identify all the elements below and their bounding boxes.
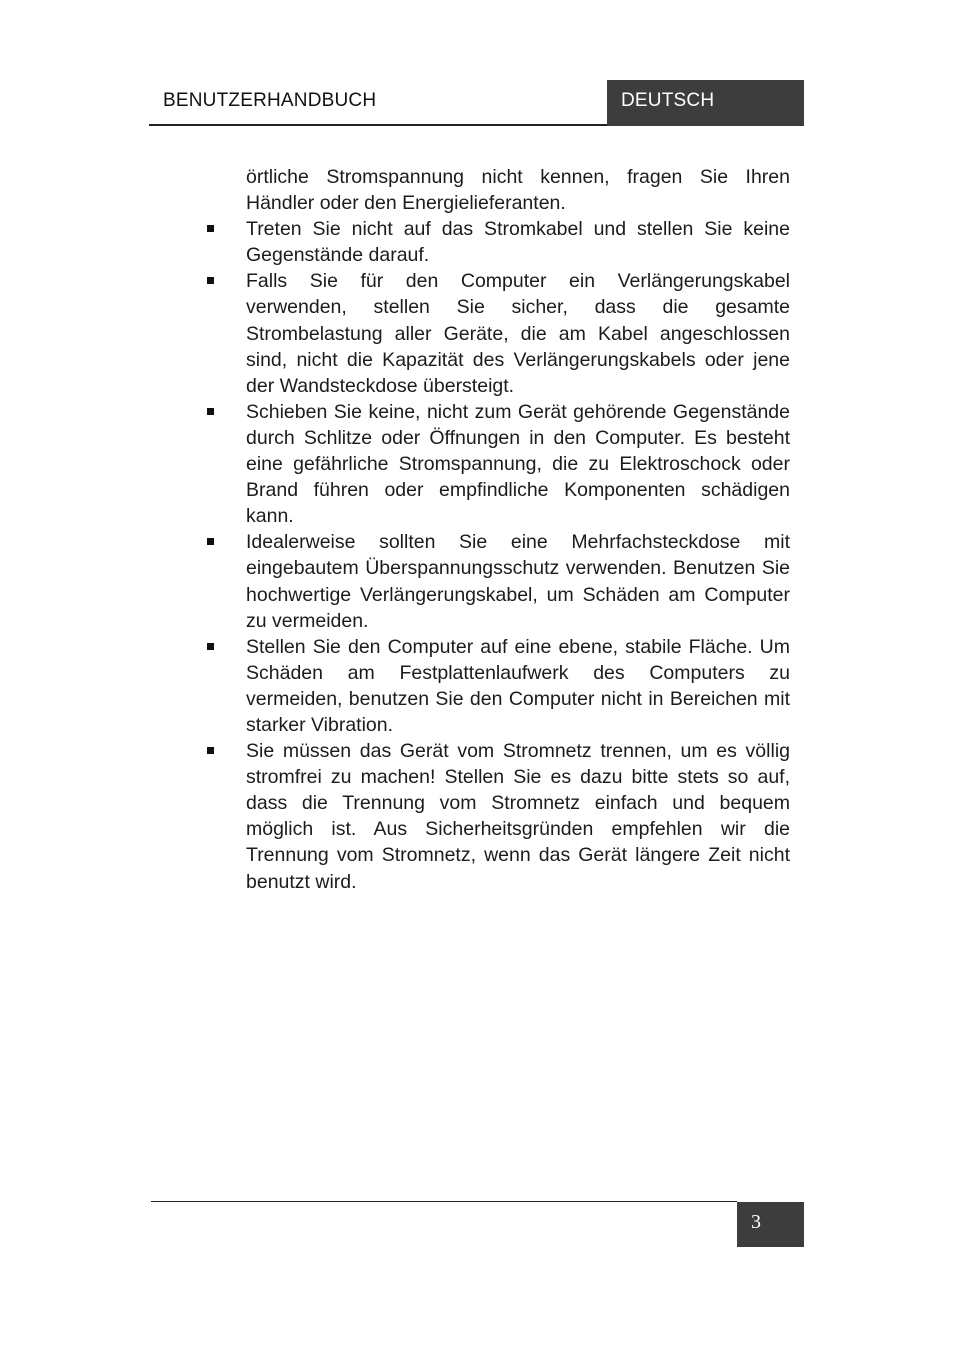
bullet-icon: [207, 277, 214, 284]
list-item-text: Treten Sie nicht auf das Stromkabel und stellen Sie keine Gegenstände darauf.: [246, 218, 790, 267]
list-item: [246, 738, 790, 895]
list-item-text: Idealerweise sollten Sie eine Mehrfachsteckdose mit eingebautem Überspannungsschutz verwenden. Benutzen Sie hochwertige Verlängerungskabel, um Schäden am Computer zu vermeiden.: [246, 531, 790, 632]
language-badge: DEUTSCH: [607, 80, 804, 126]
bullet-icon: [207, 225, 214, 232]
bullet-icon: [207, 538, 214, 545]
footer-divider: [151, 1201, 737, 1202]
list-item: [246, 529, 790, 633]
list-item-text: Schieben Sie keine, nicht zum Gerät gehörende Gegenstände durch Schlitze oder Öffnungen in den Computer. Es besteht eine gefährliche Stromspannung, die zu Elektroschock oder Brand führen oder empfindliche Komponenten schädigen kann.: [246, 400, 790, 528]
list-item: [246, 216, 790, 268]
continued-paragraph: örtliche Stromspannung nicht kennen, fragen Sie Ihren Händler oder den Energielieferanten.: [246, 166, 790, 215]
bullet-icon: [207, 747, 214, 754]
list-item: [246, 268, 790, 398]
list-item-text: Sie müssen das Gerät vom Stromnetz trennen, um es völlig stromfrei zu machen! Stellen Sie es dazu bitte stets so auf, dass die Trennung vom Stromnetz einfach und bequem möglich ist. Aus Sicherheitsgründen empfehlen wir die Trennung vom Stromnetz, wenn das Gerät längere Zeit nicht benutzt wird.: [246, 740, 790, 893]
page-number: 3: [737, 1202, 804, 1247]
list-item-text: Falls Sie für den Computer ein Verlängerungskabel verwenden, stellen Sie sicher, dass die gesamte Strombelastung aller Geräte, die am Kabel angeschlossen sind, nicht die Kapazität des Verlängerungskabels oder jene der Wandsteckdose übersteigt.: [246, 270, 790, 397]
list-item: [246, 399, 790, 529]
manual-title: BENUTZERHANDBUCH: [163, 90, 377, 111]
header-divider: [149, 124, 607, 126]
bullet-icon: [207, 643, 214, 650]
bullet-icon: [207, 408, 214, 415]
list-item-text: Stellen Sie den Computer auf eine ebene, stabile Fläche. Um Schäden am Festplattenlaufwerk des Computers zu vermeiden, benutzen Sie den Computer nicht in Bereichen mit starker Vibration.: [246, 635, 790, 736]
list-item: [246, 634, 790, 738]
safety-instructions: [246, 164, 790, 895]
